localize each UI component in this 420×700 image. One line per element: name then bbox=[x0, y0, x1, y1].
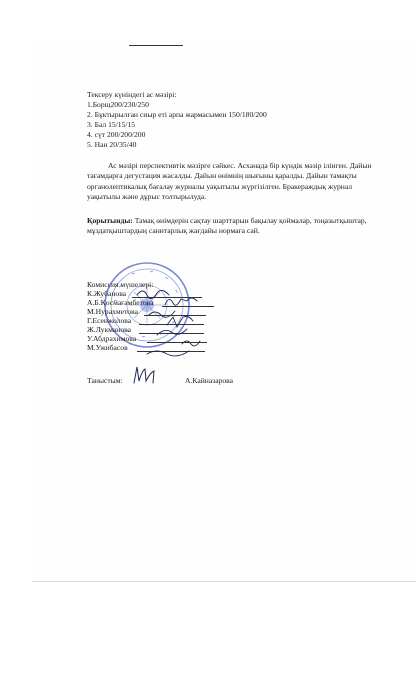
menu-item: 4. сүт 200/200/200 bbox=[87, 130, 146, 139]
conclusion-label: Қорытынды: bbox=[87, 216, 133, 225]
menu-item: 5. Нан 20/35/40 bbox=[87, 140, 137, 149]
member-name: Г.Есенжолова bbox=[87, 316, 132, 325]
menu-item: 2. Бұктырылған сиыр еті арпа жармасымен 150/180/200 bbox=[87, 110, 267, 119]
menu-item: 1.Борщ200/230/250 bbox=[87, 100, 149, 109]
menu-item: 3. Бал 15/15/15 bbox=[87, 120, 136, 129]
member-name: А.Б.Қосмағамбетова bbox=[87, 298, 154, 307]
menu-heading: Тексеру күніндегі ас мәзірі: bbox=[87, 90, 177, 99]
member-name: Ж.Лукманова bbox=[87, 325, 131, 334]
main-paragraph: Ас мәзірі перспективтік мәзірге сәйкес. Асханада бір күндік мәзір ілінген. Дайын тағамдарға дегустация жасалды. Дайын өнімнің шығыны қаралды. Дайын тамақты органолептикалық бағалау журналы уақытылы жүргізілген. Бракераждық журнал уақытылы және дұрыс толтырылуда. bbox=[87, 161, 372, 202]
commission-signatures bbox=[127, 283, 217, 363]
acknowledgement-label: Таныстым: bbox=[87, 376, 123, 385]
conclusion-text: Тамақ өнімдерін сақтау шарттарын бақылау қоймалар, тоңазытқыштар, мұздатқыштардың санитарлық жағдайы нормаға сай. bbox=[87, 216, 367, 236]
document-page bbox=[32, 45, 416, 582]
commission-label: Комиссия мүшелері: bbox=[87, 280, 154, 289]
member-name: М.Ужибасов bbox=[87, 343, 128, 352]
acknowledgement-signature bbox=[130, 363, 164, 387]
conclusion-paragraph bbox=[87, 216, 387, 237]
member-name: М.Нурахметова bbox=[87, 307, 138, 316]
acknowledgement-name: А.Кайназарова bbox=[185, 376, 234, 385]
member-name: К.Жубанова bbox=[87, 289, 127, 298]
member-name: У.Абдрахимова bbox=[87, 334, 137, 343]
signature-line bbox=[129, 45, 183, 46]
